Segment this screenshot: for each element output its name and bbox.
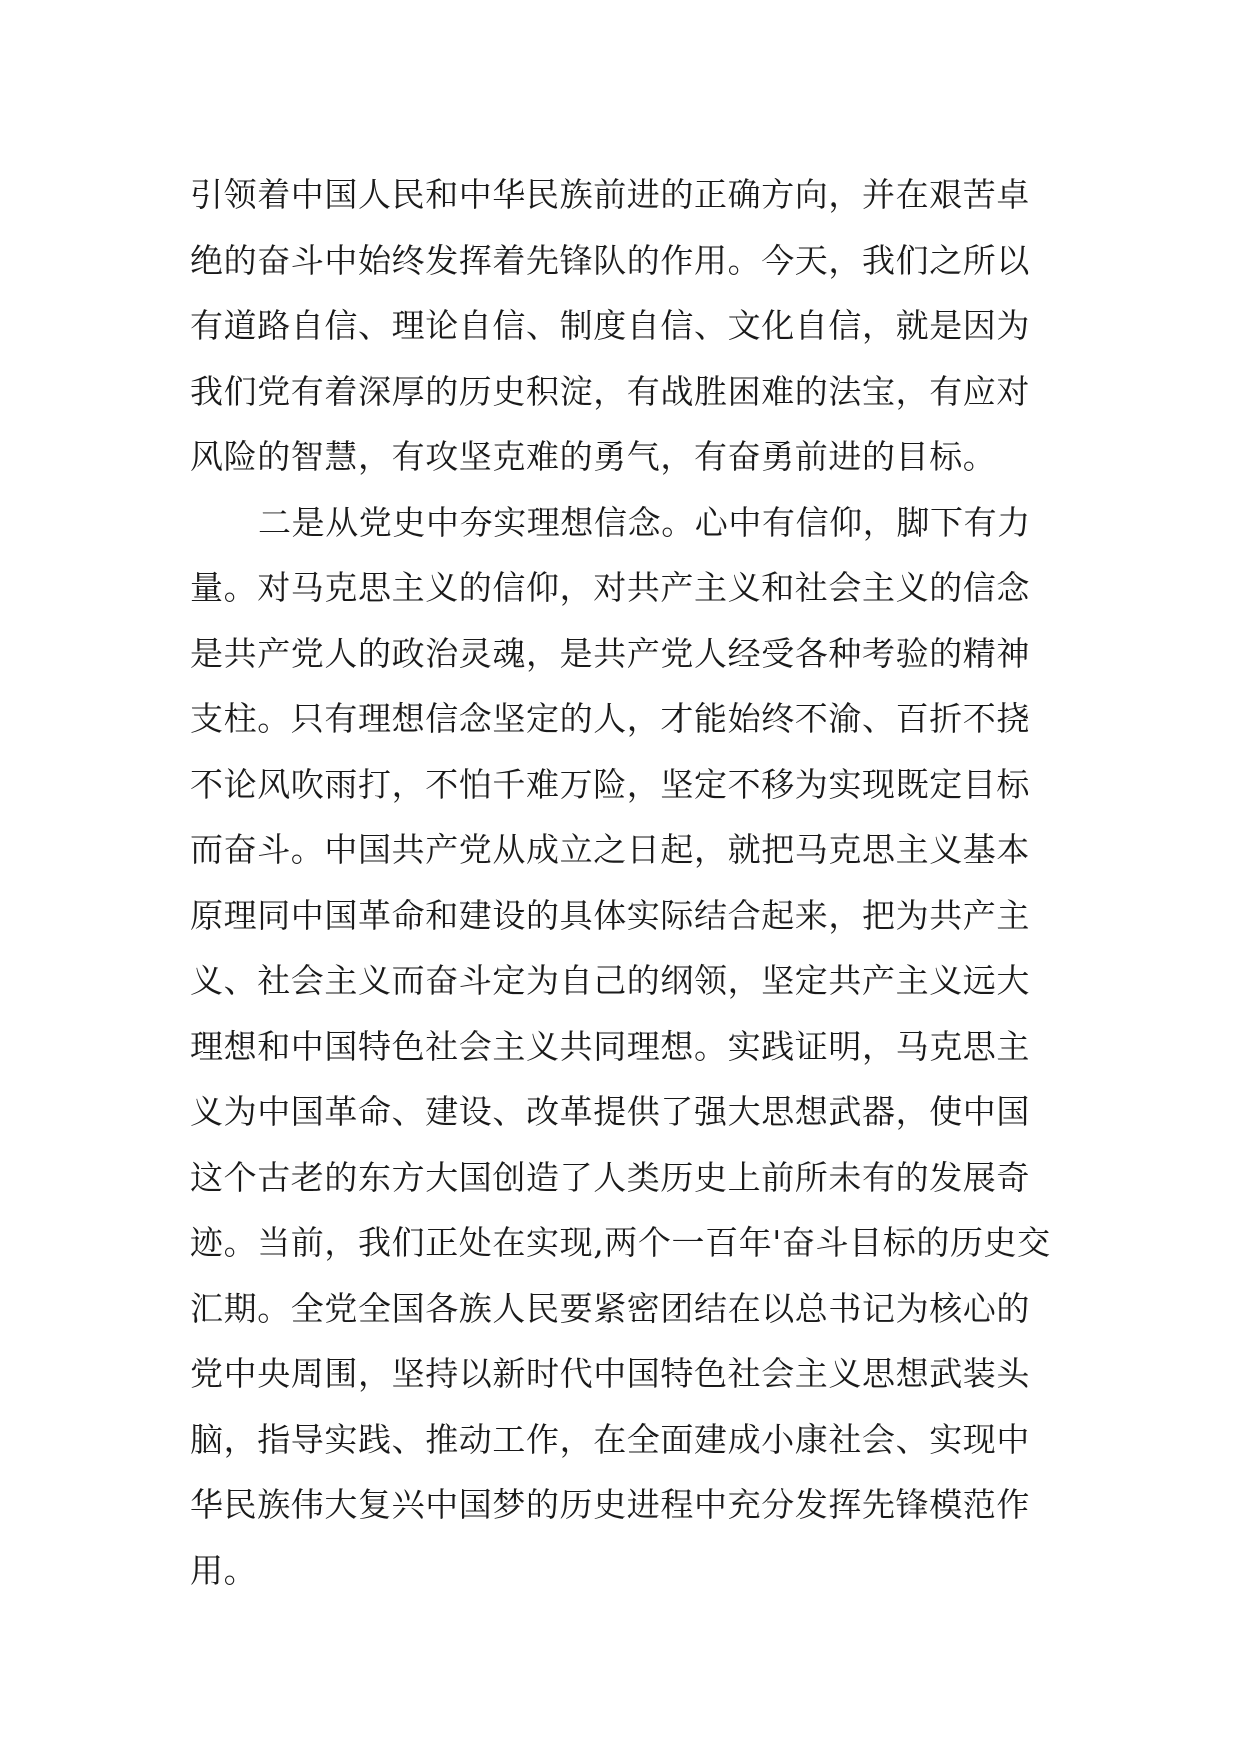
paragraph-start-line: 二是从党史中夯实理想信念。心中有信仰，脚下有力: [258, 502, 1031, 542]
text-line: 不论风吹雨打，不怕千难万险，坚定不移为实现既定目标: [190, 764, 1030, 804]
text-line: 支柱。只有理想信念坚定的人，才能始终不渝、百折不挠: [190, 699, 1030, 738]
text-line: 量。对马克思主义的信仰，对共产主义和社会主义的信念: [190, 568, 1030, 607]
text-line: 汇期。全党全国各族人民要紧密团结在以总书记为核心的: [190, 1288, 1030, 1328]
text-line: 是共产党人的政治灵魂，是共产党人经受各种考验的精神: [190, 633, 1030, 673]
text-line: 理想和中国特色社会主义共同理想。实践证明，马克思主: [190, 1026, 1030, 1066]
text-line: 脑，指导实践、推动工作，在全面建成小康社会、实现中: [190, 1419, 1030, 1459]
text-line: 有道路自信、理论自信、制度自信、文化自信，就是因为: [190, 306, 1030, 345]
text-line: 我们党有着深厚的历史积淀，有战胜困难的法宝，有应对: [190, 371, 1030, 411]
text-line: 华民族伟大复兴中国梦的历史进程中充分发挥先锋模范作: [190, 1485, 1030, 1524]
text-line: 风险的智慧，有攻坚克难的勇气，有奋勇前进的目标。: [190, 437, 997, 476]
text-line: 迹。当前，我们正处在实现,两个一百年'奋斗目标的历史交: [190, 1223, 1051, 1262]
text-line: 义、社会主义而奋斗定为自己的纲领，坚定共产主义远大: [190, 961, 1030, 1000]
text-line: 绝的奋斗中始终发挥着先锋队的作用。今天，我们之所以: [190, 240, 1030, 280]
text-line: 原理同中国革命和建设的具体实际结合起来，把为共产主: [190, 895, 1030, 935]
text-line: 引领着中国人民和中华民族前进的正确方向，并在艰苦卓: [190, 175, 1030, 214]
text-line: 而奋斗。中国共产党从成立之日起，就把马克思主义基本: [190, 830, 1030, 869]
text-line: 用。: [190, 1550, 258, 1590]
body-text: [190, 162, 1058, 1603]
text-line: 这个古老的东方大国创造了人类历史上前所未有的发展奇: [190, 1157, 1030, 1197]
text-line: 义为中国革命、建设、改革提供了强大思想武器，使中国: [190, 1092, 1030, 1131]
text-line: 党中央周围，坚持以新时代中国特色社会主义思想武装头: [190, 1354, 1030, 1393]
